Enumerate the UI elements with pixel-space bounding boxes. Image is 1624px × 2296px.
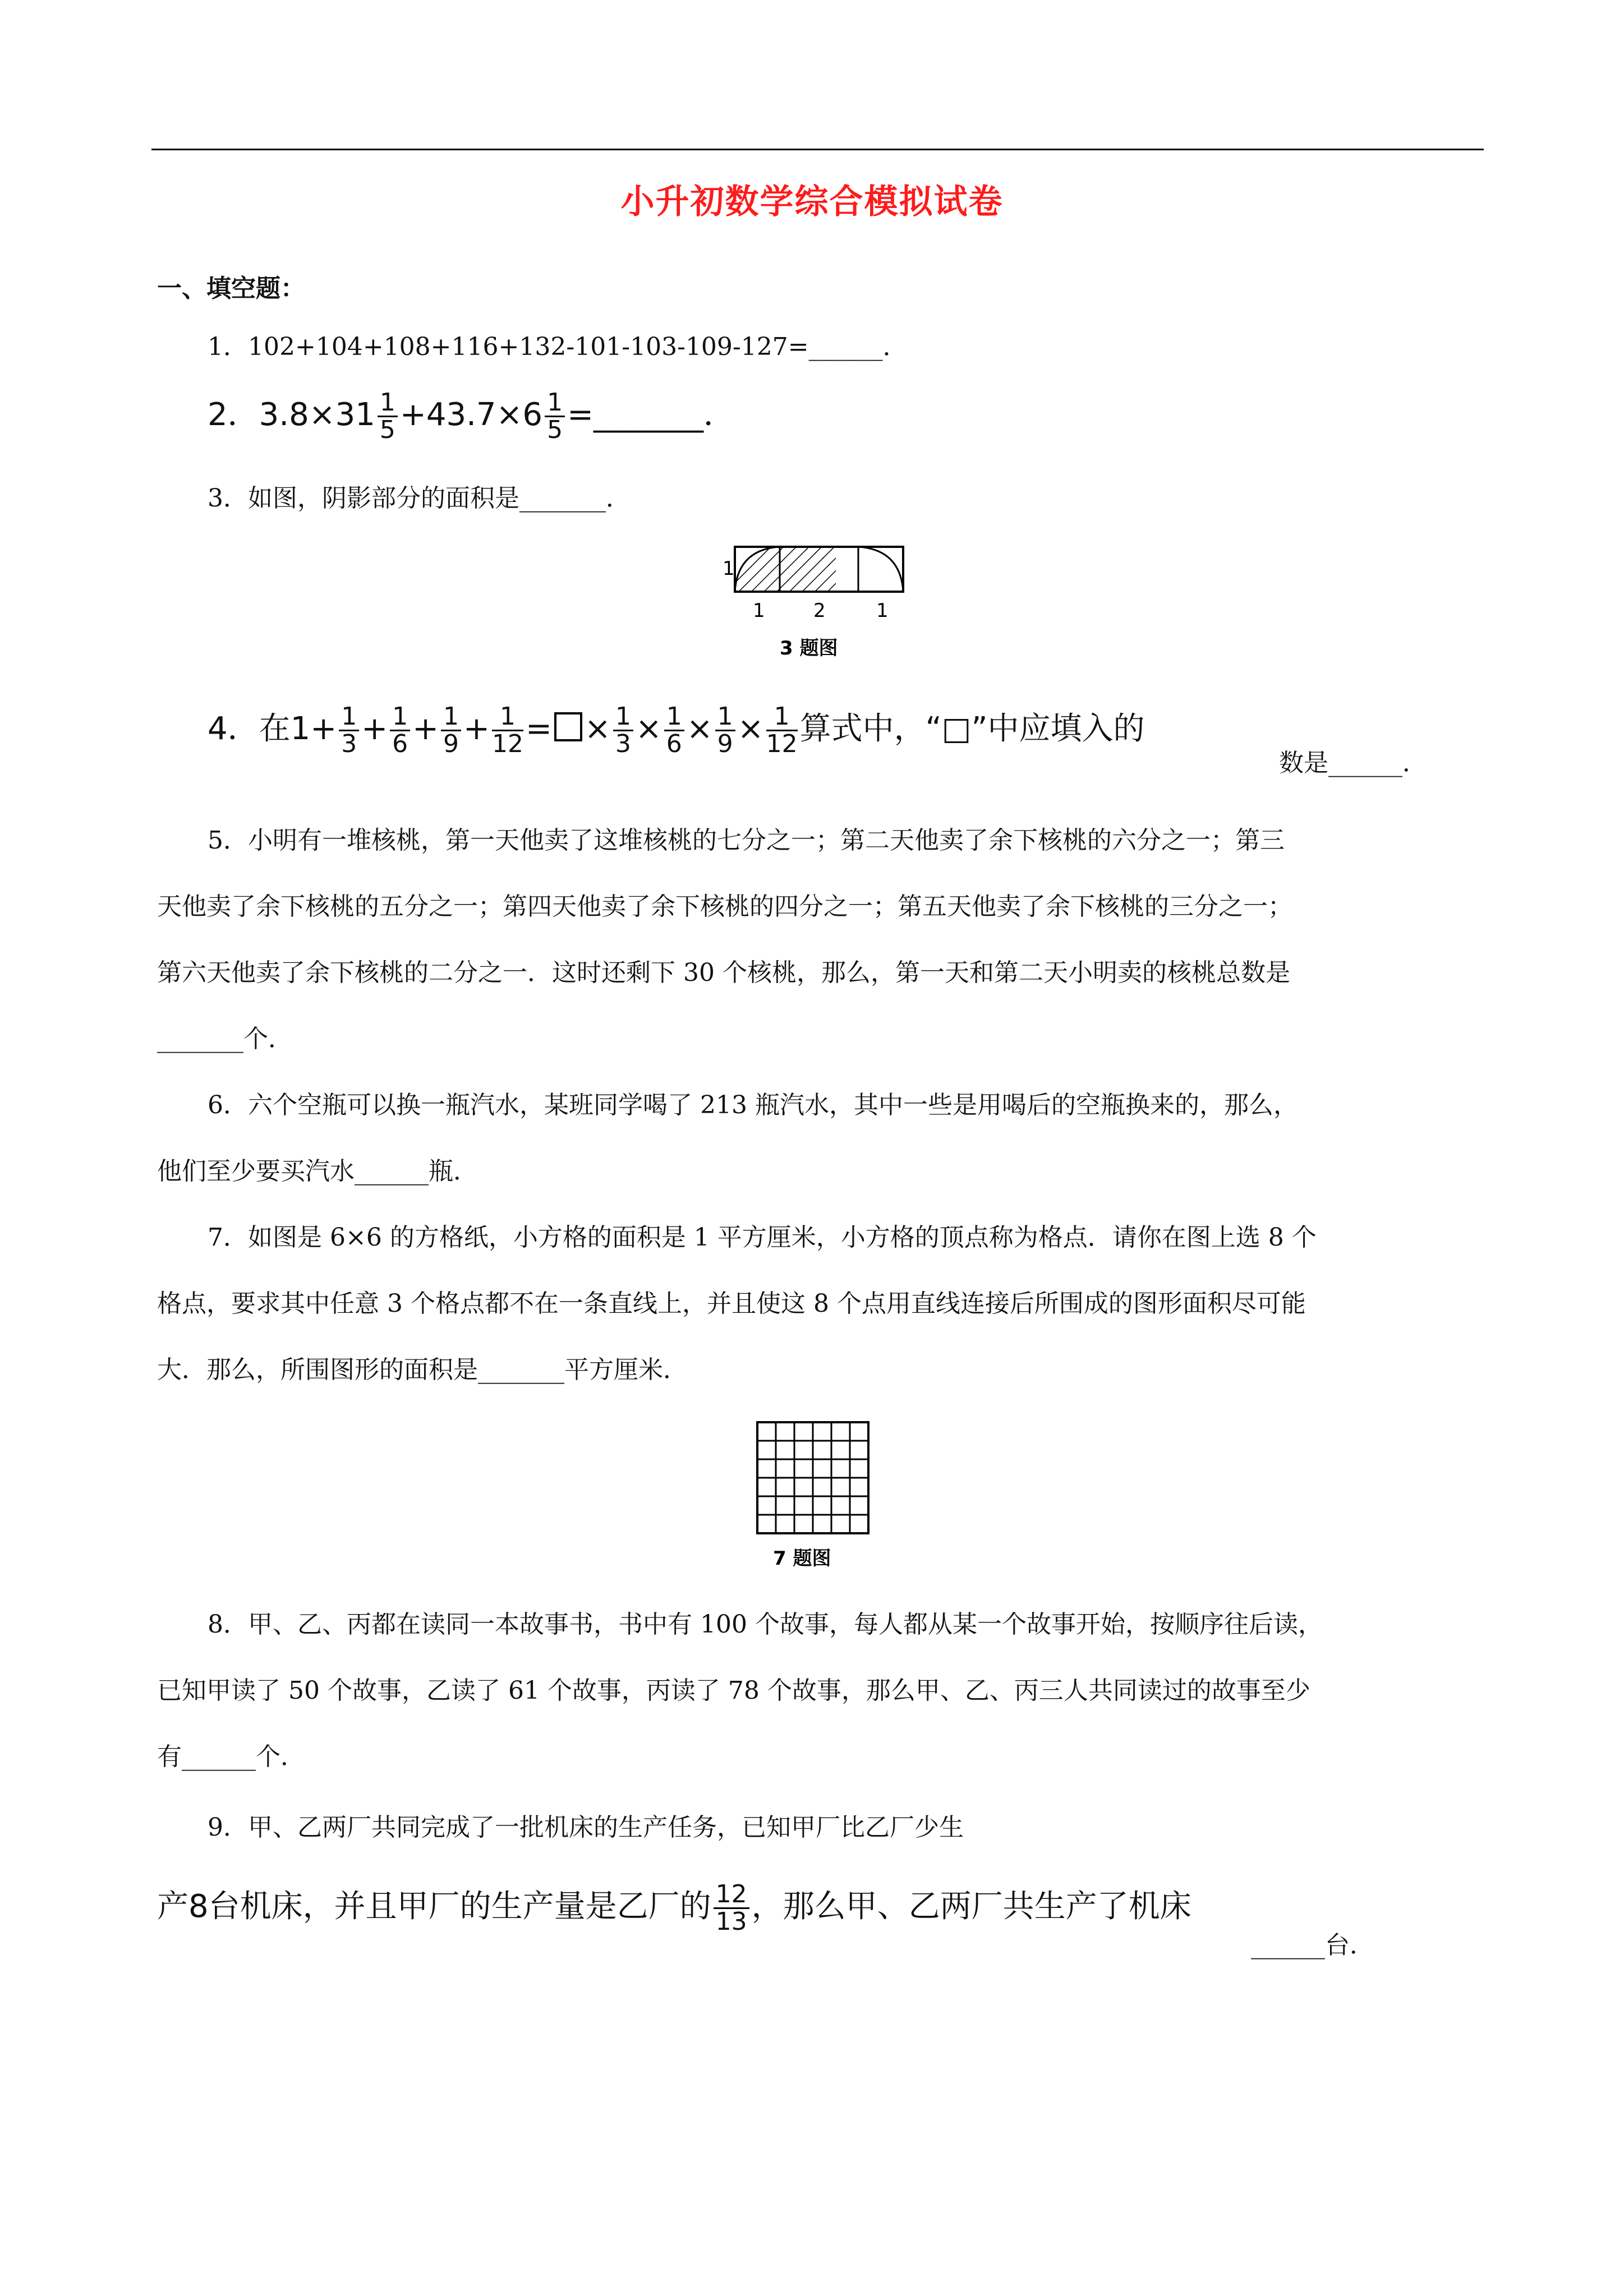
question-8	[157, 1592, 1487, 1790]
question-1	[157, 314, 908, 380]
fraction-numerator: 1	[613, 704, 633, 731]
question-4-number: 4．在	[208, 711, 291, 747]
fraction-numerator: 1	[390, 704, 410, 731]
fraction-denominator: 9	[443, 730, 459, 759]
question-7	[157, 1205, 1487, 1403]
grid-6x6	[757, 1422, 868, 1533]
figure-3-shaded-rectangle	[712, 541, 914, 665]
question-4-fraction	[664, 704, 684, 757]
question-5-line: 5．小明有一堆核桃，第一天他卖了这堆核桃的七分之一；第二天他卖了余下核桃的六分之一；第三	[208, 826, 1285, 855]
fraction-denominator: 12	[766, 730, 798, 759]
question-5-line: _______个．	[157, 1025, 293, 1053]
question-4-fraction	[441, 704, 461, 757]
question-8-line: 8．甲、乙、丙都在读同一本故事书，书中有 100 个故事，每人都从某一个故事开始，按顺序往后读，	[208, 1610, 1323, 1639]
question-2-number: 2．	[208, 397, 259, 433]
question-9-text-a: 产8台机床，并且甲厂的生产量是乙厂的	[157, 1888, 711, 1925]
question-7-line: 7．如图是 6×6 的方格纸，小方格的面积是 1 平方厘米，小方格的顶点称为格点．请你在图上选 8 个	[208, 1223, 1317, 1252]
fraction-denominator: 13	[715, 1907, 747, 1937]
question-7-line: 大．那么，所围图形的面积是_______平方厘米．	[157, 1356, 688, 1384]
question-2	[208, 387, 735, 444]
question-2-fraction-2	[545, 390, 565, 443]
fraction-numerator: 12	[714, 1882, 749, 1909]
question-6	[157, 1072, 1487, 1205]
fraction-numerator: 1	[664, 704, 684, 731]
fraction-denominator: 5	[547, 416, 563, 445]
question-6-line: 他们至少要买汽水______瓶．	[157, 1157, 478, 1186]
question-4-fraction	[613, 704, 633, 757]
figure-3-shape	[735, 547, 903, 592]
fraction-denominator: 9	[717, 730, 733, 759]
question-3-text: 3．如图，阴影部分的面积是_______．	[208, 484, 631, 513]
figure-7-grid	[746, 1418, 875, 1586]
question-9	[157, 1795, 1487, 1861]
fraction-numerator: 1	[339, 704, 359, 731]
fraction-numerator: 1	[378, 390, 398, 417]
figure-3-label-b2: 2	[813, 600, 826, 622]
page-title: 小升初数学综合模拟试卷	[620, 182, 1004, 222]
question-2-fraction-1	[378, 390, 398, 443]
question-4-suffix: 算式中，“□”中应填入的	[799, 711, 1145, 747]
question-4-fraction	[339, 704, 359, 757]
question-9-tail: ______台．	[1251, 1931, 1374, 1960]
fraction-numerator: 1	[492, 704, 523, 731]
answer-box-icon	[554, 712, 582, 741]
question-9-line: 9．甲、乙两厂共同完成了一批机床的生产任务，已知甲厂比乙厂少生	[208, 1813, 964, 1842]
fraction-numerator: 1	[766, 704, 798, 731]
question-4-fraction	[715, 704, 735, 757]
question-1-text: 1．102+104+108+116+132-101-103-109-127=______．	[208, 333, 908, 361]
question-4-fraction	[390, 704, 410, 757]
question-6-line: 6．六个空瓶可以换一瓶汽水，某班同学喝了 213 瓶汽水，其中一些是用喝后的空瓶换来的，那么，	[208, 1091, 1298, 1119]
question-4-fraction	[766, 704, 798, 757]
question-4: 4．在1+ $\frac{1}{3}$ + $\frac{1}{6}$ + $\frac{1}{9}$ + $\frac{1}{12}$ = × $\frac{1}{3}$ × $\frac{1}{6}$ × $\frac{1}{9}$ × $\frac{1}{12}$ 算式中，“□”中应填入的	[208, 702, 1145, 759]
question-9-line-2	[157, 1873, 1191, 1940]
question-2-term-c: =_______．	[567, 397, 735, 433]
fraction-numerator: 1	[545, 390, 565, 417]
question-4-one: 1	[290, 711, 311, 747]
fraction-denominator: 5	[379, 416, 395, 445]
figure-3-caption: 3 题图	[780, 637, 838, 660]
figure-3-label-left: 1	[723, 557, 735, 580]
section-heading: 一、填空题：	[157, 274, 305, 303]
question-5	[157, 808, 1487, 1072]
question-5-line: 天他卖了余下核桃的五分之一；第四天他卖了余下核桃的四分之一；第五天他卖了余下核桃的三分之一；	[157, 892, 1292, 921]
question-9-text-b: ，那么甲、乙两厂共生产了机床	[751, 1888, 1191, 1925]
fraction-denominator: 6	[392, 730, 408, 759]
fraction-numerator: 1	[715, 704, 735, 731]
header-rule	[151, 149, 1484, 150]
question-4-fraction	[492, 704, 523, 757]
question-4-tail: 数是______．	[1279, 749, 1427, 777]
question-9-fraction	[714, 1882, 749, 1935]
question-8-line: 已知甲读了 50 个故事，乙读了 61 个故事，丙读了 78 个故事，那么甲、乙、丙三人共同读过的故事至少	[157, 1676, 1310, 1705]
question-8-line: 有______个．	[157, 1742, 305, 1771]
figure-3-label-b3: 1	[876, 600, 889, 622]
question-5-line: 第六天他卖了余下核桃的二分之一．这时还剩下 30 个核桃，那么，第一天和第二天小明卖的核桃总数是	[157, 958, 1290, 987]
fraction-denominator: 12	[491, 730, 523, 759]
question-2-term-b: +43.7×6	[399, 397, 543, 433]
question-2-term-a: 3.8×31	[259, 397, 375, 433]
figure-3-label-b1: 1	[753, 600, 765, 622]
figure-7-caption: 7 题图	[773, 1547, 831, 1570]
fraction-denominator: 6	[666, 730, 682, 759]
question-7-line: 格点，要求其中任意 3 个格点都不在一条直线上，并且使这 8 个点用直线连接后所围成的图形面积尽可能	[157, 1289, 1306, 1318]
fraction-denominator: 3	[615, 730, 631, 759]
fraction-numerator: 1	[441, 704, 461, 731]
fraction-denominator: 3	[341, 730, 357, 759]
question-3	[157, 465, 631, 532]
